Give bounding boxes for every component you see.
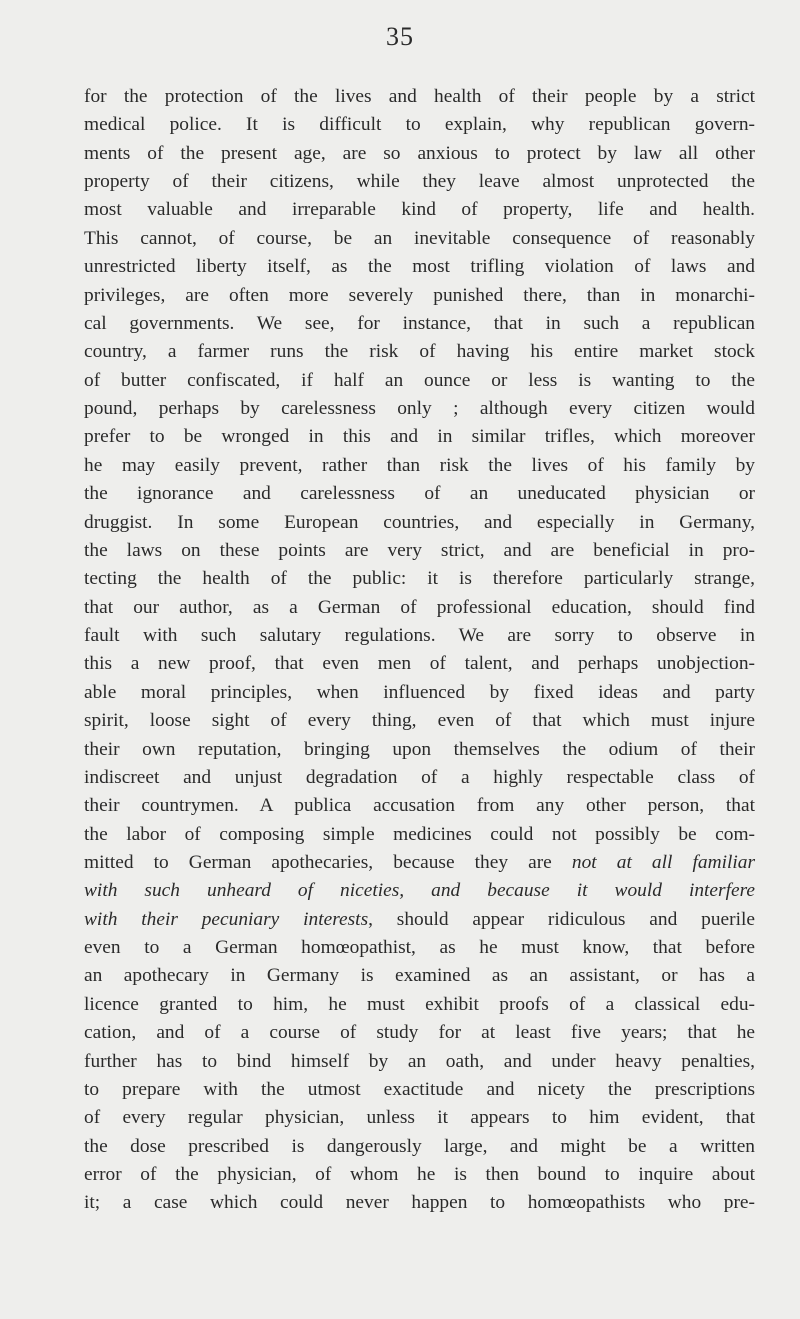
text-line: spirit, loose sight of every thing, even of that which must injure — [84, 710, 755, 732]
text-line: he may easily prevent, rather than risk the lives of his family by — [84, 454, 755, 476]
text-line: their countrymen. A publica accusation from any other person, that — [84, 795, 755, 817]
text-line: the ignorance and carelessness of an uneducated physician or — [84, 483, 755, 505]
text-line: prefer to be wronged in this and in similar trifles, which moreover — [84, 426, 755, 448]
text-line: able moral principles, when influenced by fixed ideas and party — [84, 681, 755, 703]
text-line: the dose prescribed is dangerously large, and might be a written — [84, 1135, 755, 1157]
text-line: property of their citizens, while they leave almost unprotected the — [84, 171, 755, 193]
text-line: their own reputation, bringing upon themselves the odium of their — [84, 738, 755, 760]
text-line: fault with such salutary regulations. We are sorry to observe in — [84, 625, 755, 647]
text-line: it; a case which could never happen to homœopathists who pre- — [84, 1192, 755, 1214]
text-line: pound, perhaps by carelessness only ; although every citizen would — [84, 398, 755, 420]
text-line: country, a farmer runs the risk of having his entire market stock — [84, 341, 755, 363]
text-line: cal governments. We see, for instance, that in such a republican — [84, 312, 755, 334]
text-line: further has to bind himself by an oath, and under heavy penalties, — [84, 1050, 755, 1072]
italic-text: with such unheard of niceties, and because it would interfere — [84, 880, 755, 902]
text-line: of butter confiscated, if half an ounce or less is wanting to the — [84, 369, 755, 391]
text-line: licence granted to him, he must exhibit proofs of a classical edu- — [84, 993, 755, 1015]
page-number: 35 — [386, 22, 414, 51]
text-line: for the protection of the lives and health of their people by a strict — [84, 86, 755, 107]
text-line: This cannot, of course, be an inevitable consequence of reasonably — [84, 227, 755, 249]
text-line: that our author, as a German of professional education, should find — [84, 596, 755, 618]
text-line — [84, 906, 755, 933]
text-line: medical police. It is difficult to explain, why republican govern- — [84, 114, 755, 136]
text-line: this a new proof, that even men of talent, and perhaps unobjection- — [84, 653, 755, 675]
italic-text: with their pecuniary interests — [84, 908, 369, 930]
text-line: an apothecary in Germany is examined as an assistant, or has a — [84, 965, 755, 987]
text-segment: mitted to German apothecaries, because they are — [84, 851, 572, 873]
text-line: to prepare with the utmost exactitude and nicety the prescriptions — [84, 1078, 755, 1100]
text-line — [84, 877, 755, 904]
italic-text: not at all familiar — [571, 851, 755, 873]
text-line: the laws on these points are very strict, and are beneficial in pro- — [84, 539, 755, 561]
text-line: error of the physician, of whom he is then bound to inquire about — [84, 1164, 755, 1186]
text-line: druggist. In some European countries, and especially in Germany, — [84, 511, 755, 533]
text-line — [84, 849, 755, 876]
text-line: tecting the health of the public: it is therefore particularly strange, — [84, 568, 755, 590]
text-line: privileges, are often more severely punished there, than in monarchi- — [84, 284, 755, 306]
text-line: ments of the present age, are so anxious to protect by law all other — [84, 142, 755, 164]
text-line: even to a German homœopathist, as he must know, that before — [84, 937, 755, 959]
text-line: cation, and of a course of study for at least five years; that he — [84, 1022, 755, 1044]
text-line: unrestricted liberty itself, as the most trifling violation of laws and — [84, 256, 755, 278]
text-line: of every regular physician, unless it appears to him evident, that — [84, 1107, 755, 1129]
text-line: most valuable and irreparable kind of property, life and health. — [84, 199, 755, 221]
text-line: indiscreet and unjust degradation of a highly respectable class of — [84, 766, 755, 788]
text-segment: , should appear ridiculous and puerile — [368, 908, 755, 930]
text-line: the labor of composing simple medicines could not possibly be com- — [84, 823, 755, 845]
